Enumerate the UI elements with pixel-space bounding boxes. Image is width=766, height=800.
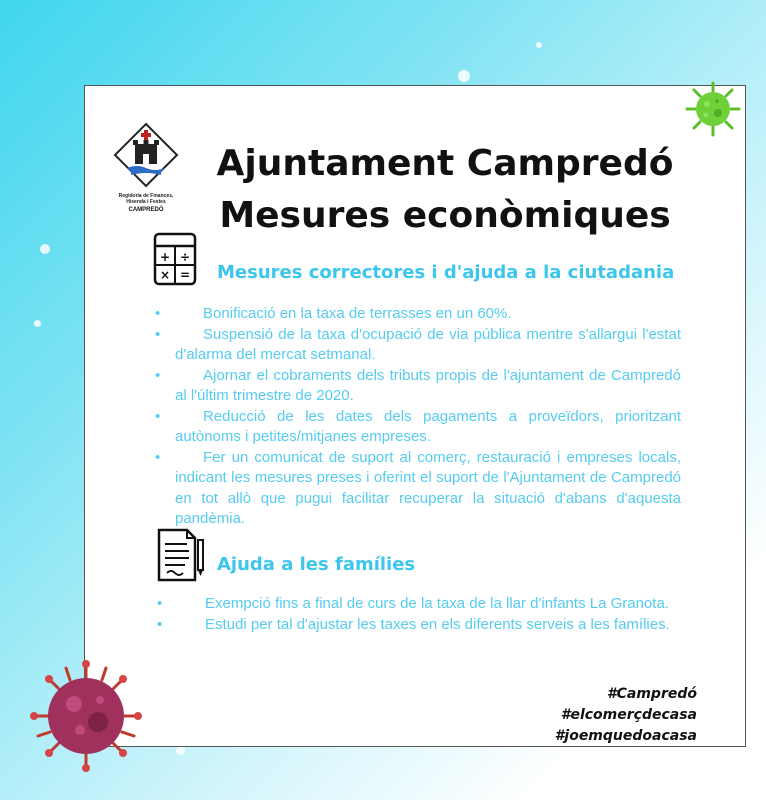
- families-list: [157, 594, 681, 635]
- svg-text:+: +: [159, 250, 171, 264]
- title-line-2: Mesures econòmiques: [219, 195, 671, 236]
- logo-town: CAMPREDÓ: [128, 207, 164, 213]
- measures-list: [155, 304, 681, 530]
- hashtags: [555, 684, 697, 747]
- bubble-decoration: [40, 244, 50, 254]
- red-virus-icon: [30, 660, 142, 772]
- coat-of-arms-icon: [113, 122, 179, 188]
- municipal-logo: [113, 122, 179, 213]
- section-heading-families: Ajuda a les famílies: [217, 554, 416, 575]
- document-pen-icon: [155, 528, 207, 582]
- info-panel: [84, 85, 746, 747]
- bubble-decoration: [458, 70, 470, 82]
- bubble-decoration: [34, 320, 41, 327]
- hashtag: #Campredó: [606, 686, 697, 702]
- bubble-decoration: [176, 746, 185, 755]
- list-item: • Fer un comunicat de suport al comerç, restauració i empreses locals, indicant les mesures preses i oferint el suport de l'Ajuntament de Campredó en tot allò que pugui facilitar recuperar la situació d'abans d'aquesta pandèmia.: [155, 448, 681, 527]
- svg-text:=: =: [179, 268, 191, 282]
- title-line-1: Ajuntament Campredó: [216, 143, 674, 184]
- list-item: • Ajornar el cobraments dels tributs propis de l'ajuntament de Campredó al l'últim trimestre de 2020.: [155, 366, 681, 404]
- hashtag: #elcomerçdecasa: [560, 707, 697, 723]
- bubble-decoration: [756, 690, 763, 697]
- section-heading-measures: Mesures correctores i d'ajuda a la ciutadania: [217, 262, 675, 283]
- bubble-decoration: [536, 42, 542, 48]
- list-item: • Reducció de les dates dels pagaments a proveïdors, prioritzant autònoms i petites/mitjanes empreses.: [155, 407, 681, 445]
- hashtag: #joemquedoacasa: [554, 728, 697, 744]
- green-virus-icon: [684, 80, 742, 138]
- list-item: • Estudi per tal d'ajustar les taxes en els diferents serveis a les famílies.: [157, 615, 670, 633]
- logo-caption-1: Regidoria de Finances,: [118, 193, 174, 199]
- page-title: [185, 138, 705, 242]
- calculator-icon: [153, 232, 197, 286]
- svg-text:÷: ÷: [179, 250, 191, 264]
- list-item: • Exempció fins a final de curs de la taxa de la llar d'infants La Granota.: [157, 595, 669, 612]
- list-item: • Suspensió de la taxa d'ocupació de via pública mentre s'allargui l'estat d'alarma del mercat setmanal.: [155, 325, 681, 363]
- svg-text:×: ×: [159, 268, 171, 282]
- logo-caption-2: Hisenda i Festes: [126, 199, 166, 205]
- list-item: • Bonificació en la taxa de terrasses en un 60%.: [155, 305, 512, 322]
